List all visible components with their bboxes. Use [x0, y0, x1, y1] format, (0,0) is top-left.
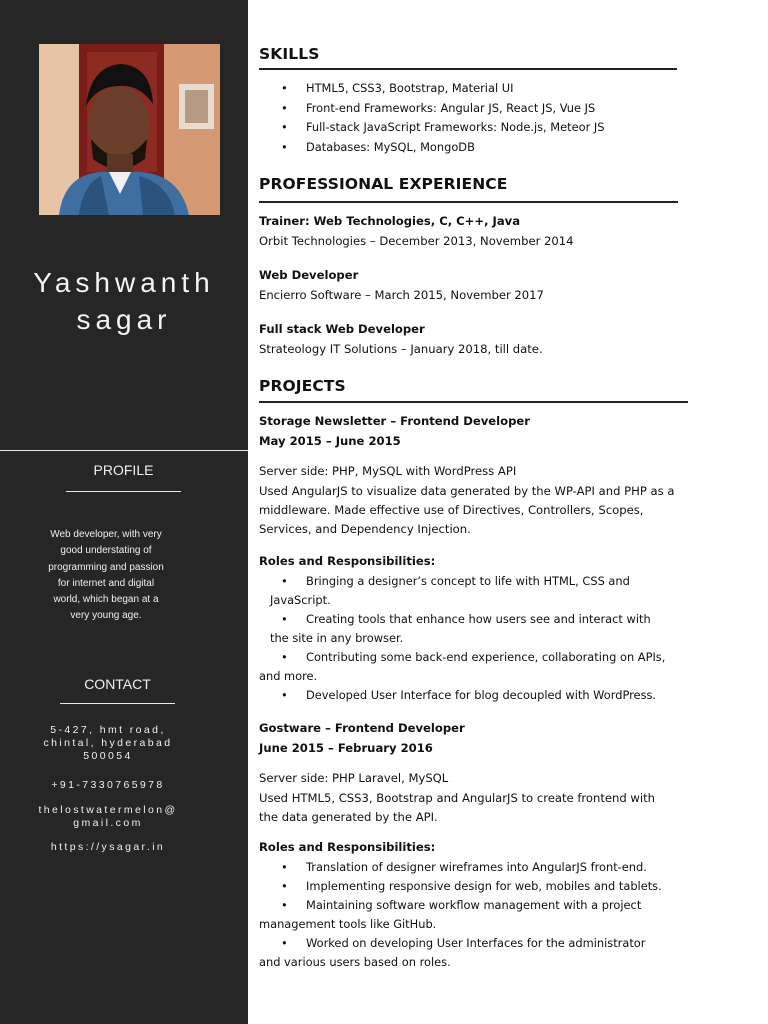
profile-summary — [22, 527, 190, 625]
projects-title: PROJECTS — [259, 377, 346, 395]
roles-title: Roles and Responsibilities: — [259, 554, 436, 568]
person-name — [0, 264, 248, 338]
address-line: chintal, hyderabad — [43, 737, 173, 749]
contact-heading-underline — [60, 703, 175, 704]
skill-item: • Databases: MySQL, MongoDB — [281, 138, 604, 158]
description-line: the data generated by the API. — [259, 810, 438, 824]
skills-title: SKILLS — [259, 45, 320, 63]
profile-heading: PROFILE — [93, 462, 154, 478]
email-line: gmail.com — [73, 817, 143, 829]
role-item: • Developed User Interface for blog decoupled with WordPress. — [281, 688, 657, 702]
project-description — [259, 482, 689, 539]
project-dates: June 2015 – February 2016 — [259, 741, 433, 755]
profile-heading-underline — [66, 491, 181, 492]
skills-rule — [259, 68, 677, 70]
role-text: Bringing a designer’s concept to life with HTML, CSS and — [306, 574, 630, 588]
contact-email — [18, 804, 198, 830]
address-line: 500054 — [83, 750, 133, 762]
job-detail: Encierro Software – March 2015, November 2017 — [259, 288, 544, 302]
role-text: Developed User Interface for blog decoupled with WordPress. — [306, 688, 657, 702]
job-detail: Orbit Technologies – December 2013, November 2014 — [259, 234, 574, 248]
sidebar — [0, 0, 248, 1024]
description-line: middleware. Made effective use of Directives, Controllers, Scopes, — [259, 503, 644, 517]
role-continuation: and more. — [259, 669, 318, 683]
job-role: Trainer: Web Technologies, C, C++, Java — [259, 214, 521, 228]
skill-item: • Front-end Frameworks: Angular JS, React JS, Vue JS — [281, 99, 604, 119]
person-photo-icon — [39, 44, 220, 215]
project-dates: May 2015 – June 2015 — [259, 434, 401, 448]
project-server: Server side: PHP, MySQL with WordPress API — [259, 464, 517, 478]
profile-line: world, which began at a — [53, 594, 159, 606]
name-last: sagar — [76, 304, 172, 335]
role-text: Maintaining software workflow management with a project — [306, 898, 642, 912]
role-item: • Creating tools that enhance how users see and interact with — [281, 612, 651, 626]
description-line: Used AngularJS to visualize data generated by the WP-API and PHP as a — [259, 484, 675, 498]
role-text: Translation of designer wireframes into AngularJS front-end. — [306, 860, 647, 874]
skill-item: • HTML5, CSS3, Bootstrap, Material UI — [281, 79, 604, 99]
role-text: Worked on developing User Interfaces for the administrator — [306, 936, 646, 950]
project-server: Server side: PHP Laravel, MySQL — [259, 771, 449, 785]
role-text: Contributing some back-end experience, collaborating on APIs, — [306, 650, 666, 664]
role-text: Creating tools that enhance how users see and interact with — [306, 612, 651, 626]
role-continuation: and various users based on roles. — [259, 955, 451, 969]
profile-line: for internet and digital — [57, 577, 155, 589]
project-name: Storage Newsletter – Frontend Developer — [259, 414, 530, 428]
role-item: • Translation of designer wireframes into AngularJS front-end. — [281, 860, 647, 874]
profile-line: good understating of — [60, 545, 152, 557]
job-role: Web Developer — [259, 268, 359, 282]
projects-rule — [259, 401, 688, 403]
contact-phone: +91-7330765978 — [51, 779, 165, 791]
role-text: Implementing responsive design for web, mobiles and tablets. — [306, 879, 662, 893]
role-continuation: JavaScript. — [270, 593, 331, 607]
profile-line: Web developer, with very — [50, 529, 162, 540]
profile-photo — [39, 44, 220, 215]
role-item: • Contributing some back-end experience, collaborating on APIs, — [281, 650, 666, 664]
contact-heading: CONTACT — [84, 676, 151, 692]
roles-list — [259, 572, 679, 705]
project-name: Gostware – Frontend Developer — [259, 721, 465, 735]
role-continuation: the site in any browser. — [270, 631, 404, 645]
role-item: • Worked on developing User Interfaces for the administrator — [281, 936, 646, 950]
sidebar-divider — [0, 450, 248, 451]
project-description — [259, 789, 689, 827]
skills-list — [281, 79, 604, 157]
profile-line: programming and passion — [48, 561, 164, 573]
contact-address — [18, 724, 198, 763]
experience-title: PROFESSIONAL EXPERIENCE — [259, 175, 508, 193]
role-item: • Maintaining software workflow management with a project — [281, 898, 642, 912]
description-line: Services, and Dependency Injection. — [259, 522, 471, 536]
role-item: • Implementing responsive design for web, mobiles and tablets. — [281, 879, 662, 893]
roles-list — [259, 858, 679, 972]
job-role: Full stack Web Developer — [259, 322, 425, 336]
contact-website[interactable]: https://ysagar.in — [50, 841, 166, 853]
name-first: Yashwanth — [33, 267, 215, 298]
skill-item: • Full-stack JavaScript Frameworks: Node.js, Meteor JS — [281, 118, 604, 138]
profile-line: very young age. — [70, 610, 142, 622]
description-line: Used HTML5, CSS3, Bootstrap and AngularJS to create frontend with — [259, 791, 656, 805]
job-detail: Strateology IT Solutions – January 2018, till date. — [259, 342, 543, 356]
email-line: thelostwatermelon@ — [38, 804, 178, 816]
experience-rule — [259, 201, 678, 203]
role-item: • Bringing a designer’s concept to life with HTML, CSS and — [281, 574, 630, 588]
address-line: 5-427, hmt road, — [50, 724, 166, 736]
roles-title: Roles and Responsibilities: — [259, 840, 436, 854]
role-continuation: management tools like GitHub. — [259, 917, 437, 931]
